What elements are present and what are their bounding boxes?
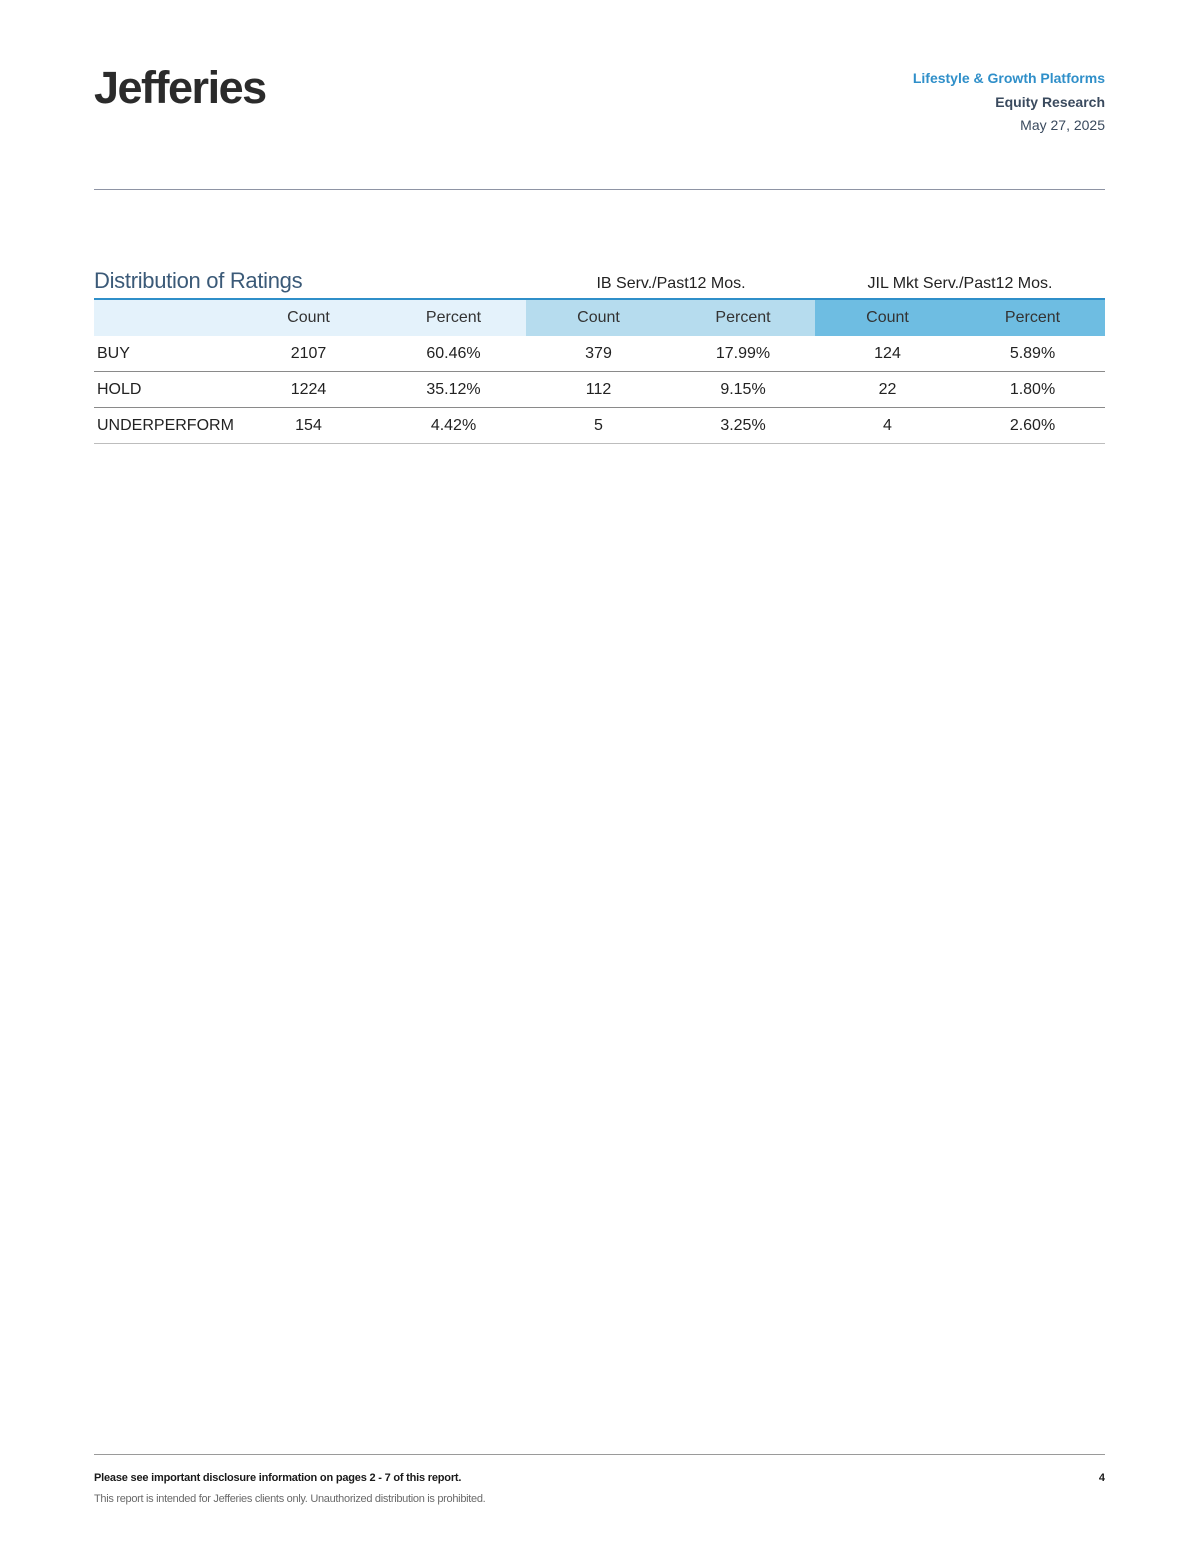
rating-name-cell: HOLD	[94, 372, 236, 408]
count-cell: 2107	[236, 336, 381, 372]
ib-percent-cell: 9.15%	[671, 372, 815, 408]
percent-cell: 4.42%	[381, 408, 526, 444]
rating-name-cell: UNDERPERFORM	[94, 408, 236, 444]
jil-count-cell: 4	[815, 408, 960, 444]
table-header-row	[94, 299, 1105, 336]
column-header-percent: Percent	[381, 299, 526, 336]
department-label: Equity Research	[995, 93, 1105, 110]
table-row	[94, 408, 1105, 444]
ib-percent-cell: 17.99%	[671, 336, 815, 372]
jil-percent-cell: 5.89%	[960, 336, 1105, 372]
column-header-ib-percent: Percent	[671, 299, 815, 336]
distribution-notice: This report is intended for Jefferies clients only. Unauthorized distribution is prohibited.	[94, 1493, 486, 1505]
count-cell: 154	[236, 408, 381, 444]
ib-count-cell: 5	[526, 408, 671, 444]
percent-cell: 35.12%	[381, 372, 526, 408]
column-header-rating	[94, 299, 236, 336]
ratings-titles	[94, 266, 1105, 298]
column-header-jil-count: Count	[815, 299, 960, 336]
header-divider	[94, 189, 1105, 190]
table-row	[94, 372, 1105, 408]
sector-label: Lifestyle & Growth Platforms	[912, 70, 1105, 86]
logo: Jefferies	[94, 62, 266, 113]
group-label-jil: JIL Mkt Serv./Past12 Mos.	[867, 275, 1053, 292]
report-date: May 27, 2025	[1020, 117, 1105, 133]
column-header-jil-percent: Percent	[960, 299, 1105, 336]
jil-percent-cell: 1.80%	[960, 372, 1105, 408]
count-cell: 1224	[236, 372, 381, 408]
jil-percent-cell: 2.60%	[960, 408, 1105, 444]
ratings-table	[94, 298, 1105, 444]
ratings-section	[94, 266, 1105, 444]
ib-count-cell: 112	[526, 372, 671, 408]
ib-percent-cell: 3.25%	[671, 408, 815, 444]
ratings-title: Distribution of Ratings	[94, 268, 303, 293]
group-label-ib: IB Serv./Past12 Mos.	[596, 275, 746, 292]
jil-count-cell: 124	[815, 336, 960, 372]
footer-divider	[94, 1454, 1105, 1455]
report-header-info	[913, 67, 1105, 138]
percent-cell: 60.46%	[381, 336, 526, 372]
column-header-ib-count: Count	[526, 299, 671, 336]
rating-name-cell: BUY	[94, 336, 236, 372]
ib-count-cell: 379	[526, 336, 671, 372]
column-header-count: Count	[236, 299, 381, 336]
jil-count-cell: 22	[815, 372, 960, 408]
disclosure-note: Please see important disclosure information on pages 2 - 7 of this report.	[94, 1472, 462, 1484]
table-row	[94, 336, 1105, 372]
page-number: 4	[1098, 1472, 1105, 1484]
